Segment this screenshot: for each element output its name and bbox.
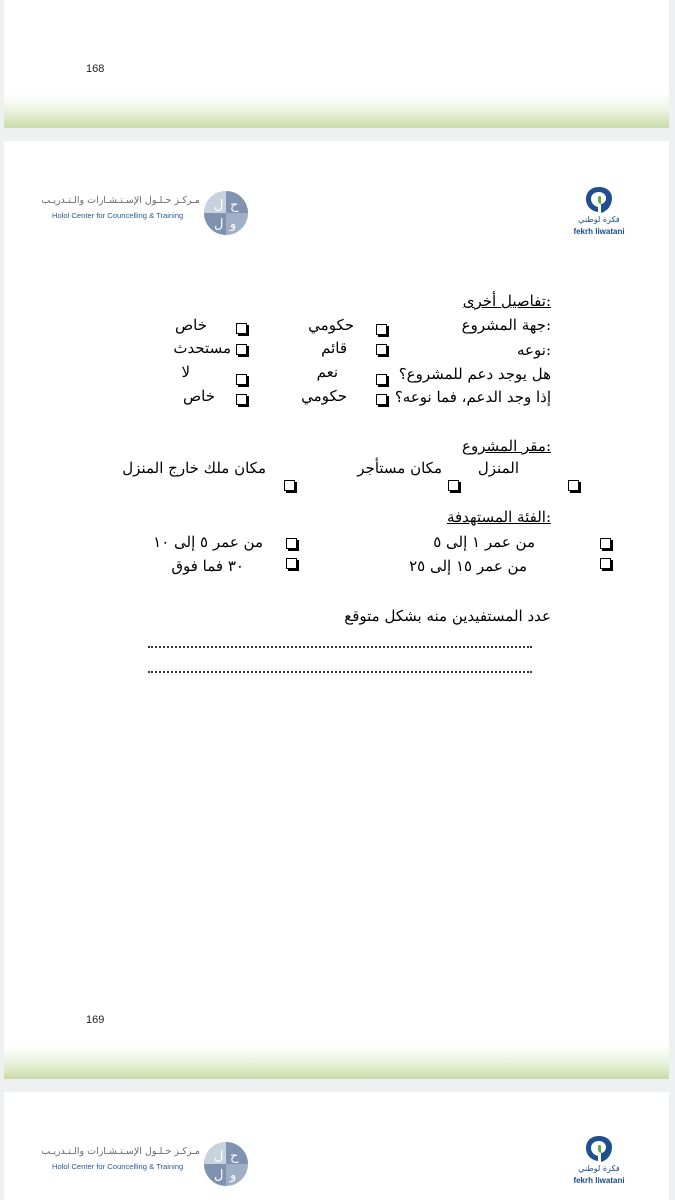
fekrh-english-name: fekrh liwatani: [573, 1176, 625, 1185]
fekrh-mark-icon: [579, 1134, 619, 1164]
holol-mark-letter: ل: [214, 217, 224, 232]
fekrh-mark-icon: [579, 185, 619, 215]
target-option-age-15-25: من عمر ١٥ إلى ٢٥: [409, 557, 527, 575]
holol-arabic-name: مـركـز حـلـول الإسـتـشـارات والـتـدريـب: [41, 195, 200, 206]
holol-mark-letter: ل: [214, 1168, 224, 1183]
support-option-no: لا: [181, 363, 190, 381]
checkbox-age-1-5[interactable]: [600, 538, 611, 549]
type-option-existing: قائم: [321, 339, 347, 357]
entity-option-private: خاص: [175, 316, 207, 334]
checkbox-location-owned-outside[interactable]: [284, 480, 295, 491]
fekrh-arabic-name: فكرة لوطني: [578, 1164, 620, 1173]
location-option-rented: مكان مستأجر: [357, 459, 442, 477]
checkbox-support-yes[interactable]: [376, 374, 387, 385]
checkbox-entity-private[interactable]: [236, 323, 247, 334]
fekrh-arabic-name: فكرة لوطني: [578, 215, 620, 224]
checkbox-entity-government[interactable]: [376, 324, 387, 335]
target-option-age-30-plus: ٣٠ فما فوق: [171, 557, 244, 575]
holol-mark-letter: ح: [230, 198, 239, 213]
checkbox-support-type-private[interactable]: [236, 394, 247, 405]
page-next: [4, 1092, 669, 1200]
holol-mark-letter: ل: [214, 198, 224, 213]
fekrh-logo: [573, 185, 625, 241]
location-option-owned-outside: مكان ملك خارج المنزل: [122, 459, 266, 477]
other-details-heading: تفاصيل أخرى:: [462, 292, 551, 310]
holol-mark-letter: و: [230, 217, 237, 232]
checkbox-location-home[interactable]: [568, 480, 579, 491]
checkbox-location-rented[interactable]: [448, 480, 459, 491]
holol-logo: [41, 1140, 262, 1190]
holol-mark-icon: [200, 189, 252, 237]
fekrh-logo: [573, 1134, 625, 1190]
checkbox-age-15-25[interactable]: [600, 558, 611, 569]
holol-mark-letter: و: [230, 1168, 237, 1183]
fekrh-english-name: fekrh liwatani: [573, 227, 625, 236]
support-type-label: إذا وجد الدعم، فما نوعه؟: [394, 388, 551, 406]
beneficiaries-answer-line-2[interactable]: [148, 671, 532, 673]
checkbox-support-type-government[interactable]: [376, 394, 387, 405]
type-label: نوعه:: [517, 341, 551, 359]
target-group-heading: الفئة المستهدفة:: [446, 508, 551, 526]
footer-band: [4, 94, 669, 128]
beneficiaries-label: عدد المستفيدين منه بشكل متوقع: [344, 607, 551, 625]
holol-mark-icon: [200, 1140, 252, 1188]
page-168: [4, 0, 669, 128]
holol-logo: [41, 189, 262, 239]
holol-mark-letter: ل: [214, 1149, 224, 1164]
target-option-age-5-10: من عمر ٥ إلى ١٠: [153, 533, 263, 551]
support-label: هل يوجد دعم للمشروع؟: [398, 365, 551, 383]
checkbox-support-no[interactable]: [236, 374, 247, 385]
checkbox-type-new[interactable]: [236, 344, 247, 355]
support-type-option-private: خاص: [183, 387, 215, 405]
checkbox-age-30-plus[interactable]: [286, 558, 297, 569]
type-option-new: مستحدث: [173, 339, 231, 357]
support-option-yes: نعم: [316, 363, 338, 381]
location-option-home: المنزل: [477, 459, 519, 477]
entity-option-government: حكومي: [308, 316, 354, 334]
page-169: [4, 141, 669, 1079]
holol-mark-letter: ح: [230, 1149, 239, 1164]
location-heading: مقر المشروع:: [462, 437, 551, 455]
holol-english-name: Holol Center for Councelling & Training: [52, 1162, 184, 1171]
target-option-age-1-5: من عمر ١ إلى ٥: [433, 533, 535, 551]
page-number: 169: [86, 1014, 105, 1026]
checkbox-age-5-10[interactable]: [286, 538, 297, 549]
page-number: 168: [86, 63, 105, 75]
holol-english-name: Holol Center for Councelling & Training: [52, 211, 184, 220]
support-type-option-government: حكومي: [301, 387, 347, 405]
beneficiaries-answer-line-1[interactable]: [148, 646, 532, 648]
holol-arabic-name: مـركـز حـلـول الإسـتـشـارات والـتـدريـب: [41, 1146, 200, 1157]
footer-band: [4, 1045, 669, 1079]
entity-label: جهة المشروع:: [461, 316, 551, 334]
checkbox-type-existing[interactable]: [376, 344, 387, 355]
